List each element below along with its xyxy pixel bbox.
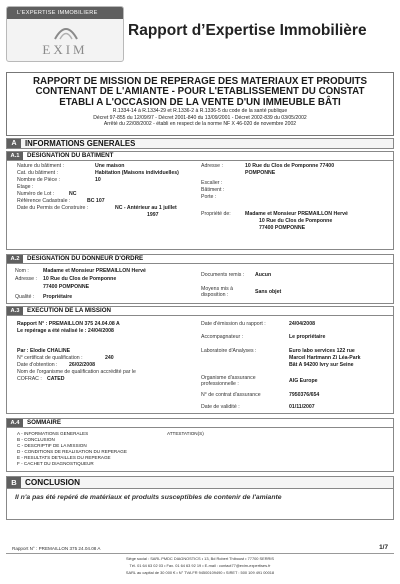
summary-attestation: ATTESTATION(S) — [167, 431, 204, 436]
value-proprietaire-line2: 10 Rue du Clos de Pomponne — [259, 218, 333, 224]
footer-address-line: Siège social : SARL PMDC DIAGNOSTICS • 13, Bd Robert Thiboust • 77700 SERRIS — [125, 556, 275, 561]
value-emission: 24/04/2008 — [289, 321, 315, 327]
label-moyens-line1: Moyens mis à — [201, 286, 233, 292]
value-permis-line2: 1997 — [147, 212, 159, 218]
value-cadastre: BC 107 — [87, 198, 105, 204]
subsection-title: SOMMAIRE — [27, 419, 62, 426]
value-lot: NC — [69, 191, 77, 197]
label-assurance-line2: professionnelle : — [201, 381, 239, 387]
logo-word: EXIM — [42, 42, 88, 57]
section-tag: B — [7, 477, 21, 488]
a2-header — [6, 254, 394, 264]
a3-mission-execution — [6, 316, 394, 414]
label-nb-pieces: Nombre de Pièce : — [17, 177, 60, 183]
label-adresse: Adresse : — [201, 163, 223, 169]
value-reperage-date: Le repérage a été réalisé le : 24/04/2008 — [17, 328, 114, 334]
value-nom: Madame et Monsieur PREMAILLON Hervé — [43, 268, 146, 274]
label-certificat: N° certificat de qualification : — [17, 355, 83, 361]
summary-item: B - CONCLUSION — [17, 437, 55, 442]
label-moyens-line2: disposition : — [201, 292, 229, 298]
value-proprietaire-line1: Madame et Monsieur PREMAILLON Hervé — [245, 211, 348, 217]
mission-title-line: RAPPORT DE MISSION DE REPERAGE DES MATERIAUX ET PRODUITS — [32, 76, 368, 87]
summary-item: A - INFORMATIONS GENERALES — [17, 431, 89, 436]
label-nom: Nom : — [15, 268, 29, 274]
label-lot: Numéro de Lot : — [17, 191, 55, 197]
page-number: 1/7 — [379, 544, 388, 551]
value-accompagnateur: Le propriétaire — [289, 334, 326, 340]
value-obtention: 26/02/2008 — [69, 362, 95, 368]
label-cadastre: Référence Cadastrale : — [17, 198, 71, 204]
mission-title — [7, 77, 393, 108]
label-documents: Documents remis : — [201, 272, 245, 278]
value-validite: 01/11/2007 — [289, 404, 315, 410]
label-assurance-line1: Organisme d'assurance — [201, 375, 256, 381]
footer-report-ref: Rapport N° : PREMAILLON 375 24.04.08 A — [12, 546, 101, 551]
mission-title-line: CONTENANT DE L'AMIANTE - POUR L'ETABLISSEMENT DU CONSTAT — [35, 86, 365, 98]
a4-summary — [6, 428, 394, 472]
label-batiment: Bâtiment : — [201, 187, 225, 193]
section-title: CONCLUSION — [25, 478, 81, 487]
footer-address-line: Tél. 01 64 63 02 03 • Fax. 01 64 63 92 19 • E-mail : contact77@exim-expertises.fr — [129, 563, 271, 568]
value-labo-line2: Marcel Hartmann Zi Léa-Park — [289, 355, 361, 361]
subsection-tag: A.4 — [7, 419, 23, 427]
section-a-header — [6, 138, 394, 149]
summary-item: E - RESULTATS DETAILLES DU REPERAGE — [17, 455, 111, 460]
label-organisme: Nom de l'organisme de qualification accrédité par le — [17, 369, 136, 375]
regulation-line: Arrêté du 22/08/2002 - établi en respect de la norme NF X 46-020 de novembre 2002 — [103, 120, 297, 127]
page-header — [0, 0, 400, 68]
mission-title-line: ETABLI A L'OCCASION DE LA VENTE D'UN IMMEUBLE BÂTI — [59, 96, 341, 108]
document-title: Rapport d’Expertise Immobilière — [128, 22, 367, 39]
value-qualite: Propriétaire — [43, 294, 73, 300]
footer-address-line: SARL au capital de 30 000 € • N° TVA FR 94500109490 • SIRET : 500 109 491 00018 — [125, 570, 275, 575]
label-laboratoire: Laboratoire d'Analyses : — [201, 348, 257, 354]
subsection-tag: A.1 — [7, 152, 23, 160]
value-adresse-line1: 10 Rue du Clos de Pomponne 77400 — [245, 163, 335, 169]
mission-title-box — [6, 72, 394, 136]
value-certificat: 240 — [105, 355, 114, 361]
a4-header — [6, 418, 394, 428]
a2-client-details — [6, 264, 394, 304]
value-operator: Par : Elodie CHALINE — [17, 348, 71, 354]
logo-band: L'EXPERTISE IMMOBILIERE — [7, 7, 123, 19]
value-permis-line1: NC - Antérieur au 1 juillet — [115, 205, 177, 211]
label-nature: Nature du bâtiment : — [17, 163, 65, 169]
value-moyens: Sans objet — [255, 289, 282, 295]
summary-item: C - DESCRIPTIF DE LA MISSION — [17, 443, 87, 448]
label-proprietaire: Propriété de: — [201, 211, 231, 217]
label-categorie: Cat. du bâtiment : — [17, 170, 58, 176]
label-obtention: Date d'obtention : — [17, 362, 58, 368]
value-rapport-number: Rapport N° : PREMAILLON 375 24.04.08 A — [17, 321, 120, 327]
conclusion-box — [6, 488, 394, 520]
section-tag: A — [7, 139, 21, 148]
regulation-line: Décret 97-855 du 12/09/97 - Décret 2001-840 du 13/09/2001 - Décret 2002-839 du 03/05/2002 — [93, 114, 307, 121]
label-etage: Etage : — [17, 184, 34, 190]
value-labo-line3: Bât A 94200 Ivry sur Seine — [289, 362, 354, 368]
summary-item: F - CACHET DU DIAGNOSTIQUEUR — [17, 461, 94, 466]
a3-header — [6, 306, 394, 316]
label-porte: Porte : — [201, 194, 217, 200]
value-nb-pieces: 10 — [95, 177, 101, 183]
summary-item: D - CONDITIONS DE REALISATION DU REPERAGE — [17, 449, 127, 454]
label-qualite: Qualité : — [15, 294, 35, 300]
value-contrat: 7950376/654 — [289, 392, 320, 398]
label-adresse: Adresse : — [15, 276, 37, 282]
value-nature: Une maison — [95, 163, 125, 169]
label-validite: Date de validité : — [201, 404, 240, 410]
label-accompagnateur: Accompagnateur : — [201, 334, 244, 340]
label-emission: Date d'émission du rapport : — [201, 321, 266, 327]
subsection-tag: A.3 — [7, 307, 23, 315]
value-categorie: Habitation (Maisons individuelles) — [95, 170, 179, 176]
label-contrat: N° de contrat d'assurance — [201, 392, 261, 398]
section-title: INFORMATIONS GENERALES — [25, 139, 136, 148]
conclusion-text: Il n'a pas été repéré de matériaux et produits susceptibles de contenir de l'amiante — [15, 494, 282, 501]
exim-logo — [6, 6, 124, 62]
value-proprietaire-line3: 77400 POMPONNE — [259, 225, 306, 231]
label-permis: Date du Permis de Construire : — [17, 205, 89, 211]
value-documents: Aucun — [255, 272, 272, 278]
value-adresse-line1: 10 Rue du Clos de Pomponne — [43, 276, 117, 282]
footer-divider — [6, 553, 394, 554]
regulation-references — [7, 108, 393, 127]
logo-mark-icon — [53, 23, 79, 41]
a1-header — [6, 151, 394, 161]
value-assurance: AIG Europe — [289, 378, 318, 384]
label-cofrac: COFRAC : — [17, 376, 42, 382]
value-adresse-line2: POMPONNE — [245, 170, 276, 176]
value-adresse-line2: 77400 POMPONNE — [43, 284, 90, 290]
value-cofrac: CATED — [47, 376, 65, 382]
subsection-title: EXECUTION DE LA MISSION — [27, 307, 111, 314]
a1-building-details — [6, 161, 394, 250]
value-labo-line1: Euro labo services 122 rue — [289, 348, 355, 354]
label-escalier: Escalier : — [201, 180, 223, 186]
subsection-tag: A.2 — [7, 255, 23, 263]
subsection-title: DESIGNATION DU BATIMENT — [27, 152, 114, 159]
regulation-line: R.1334-14 à R.1334-29 et R.1336-2 à R.1336-5 du code de la santé publique — [112, 108, 288, 115]
subsection-title: DESIGNATION DU DONNEUR D'ORDRE — [27, 255, 144, 262]
